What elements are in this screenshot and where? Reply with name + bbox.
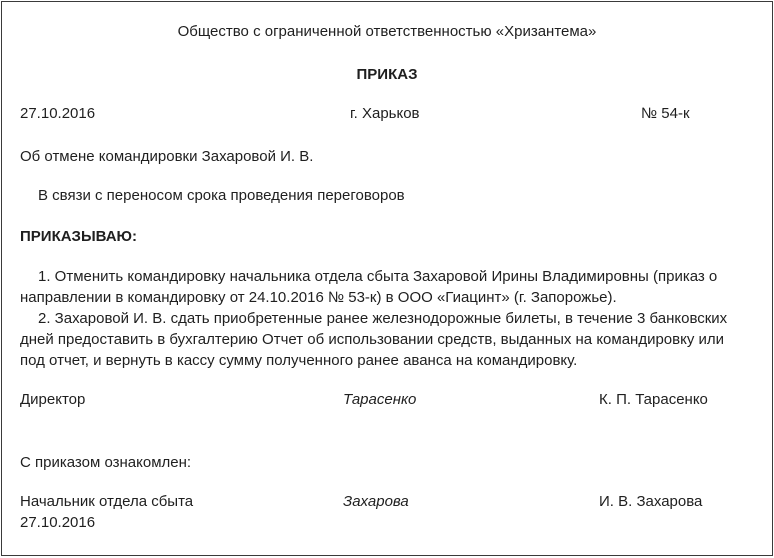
employee-signature: Захарова xyxy=(343,493,409,510)
director-signature: Тарасенко xyxy=(343,391,417,408)
director-position: Директор xyxy=(20,391,86,408)
order-reason: В связи с переносом срока проведения переговоров xyxy=(38,187,405,204)
acknowledged-label: С приказом ознакомлен: xyxy=(20,454,192,471)
order-number: № 54-к xyxy=(641,105,690,122)
order-date: 27.10.2016 xyxy=(20,105,96,122)
order-word: ПРИКАЗЫВАЮ: xyxy=(20,228,138,245)
order-items xyxy=(20,266,762,371)
item-1-line-2: направлении в командировку от 24.10.2016 № 53-к) в ООО «Гиацинт» (г. Запорожье). xyxy=(20,289,617,306)
order-subject: Об отмене командировки Захаровой И. В. xyxy=(20,148,314,165)
order-city: г. Харьков xyxy=(350,105,420,122)
employee-name: И. В. Захарова xyxy=(599,493,703,510)
document-title: ПРИКАЗ xyxy=(356,66,418,83)
item-2-line-1: 2. Захаровой И. В. сдать приобретенные ранее железнодорожные билеты, в течение 3 банковских xyxy=(38,310,728,327)
item-2-line-3: под отчет, и вернуть в кассу сумму полученного ранее аванса на командировку. xyxy=(20,352,578,369)
order-document xyxy=(1,1,773,556)
director-name: К. П. Тарасенко xyxy=(599,391,708,408)
organization-name: Общество с ограниченной ответственностью «Хризантема» xyxy=(177,23,597,40)
item-2-line-2: дней предоставить в бухгалтерию Отчет об использовании средств, выданных на командировку или xyxy=(20,331,725,348)
employee-ack-date: 27.10.2016 xyxy=(20,514,96,531)
employee-position: Начальник отдела сбыта xyxy=(20,493,194,510)
item-1-line-1: 1. Отменить командировку начальника отдела сбыта Захаровой Ирины Владимировны (приказ о xyxy=(38,268,718,285)
